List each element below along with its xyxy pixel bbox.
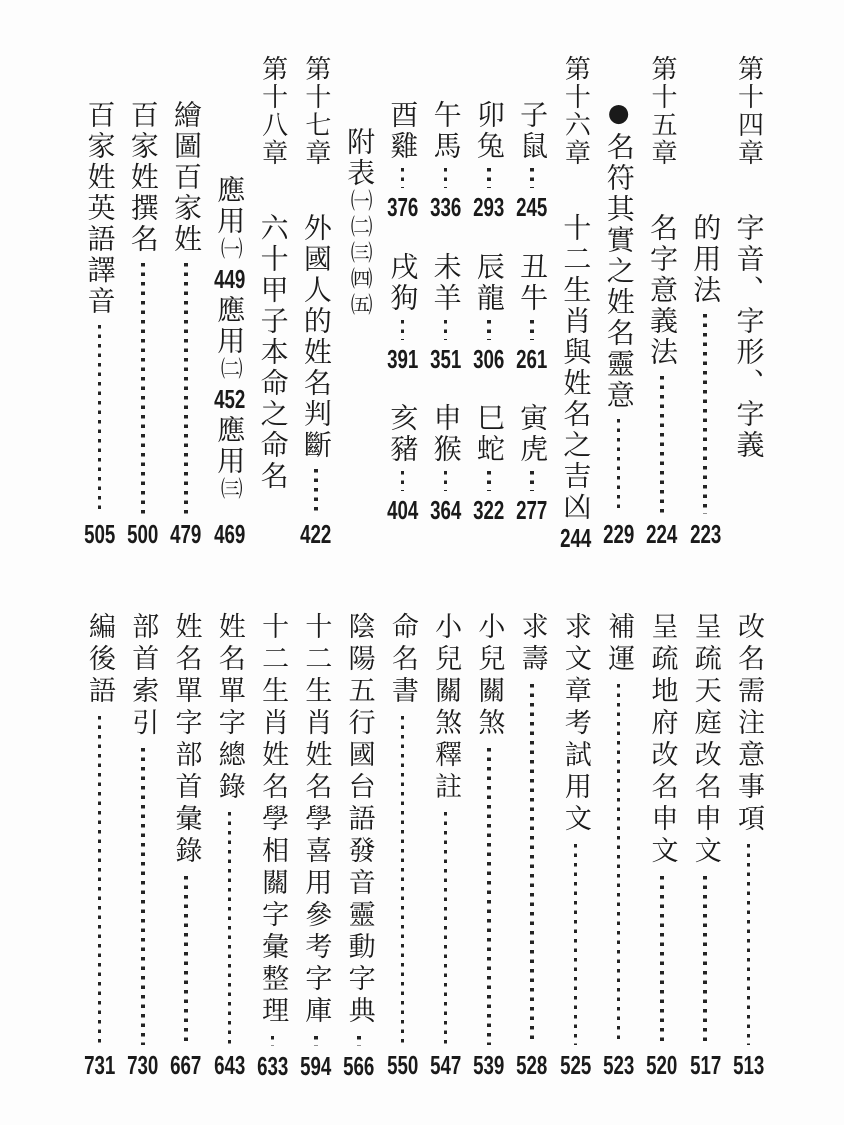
zodiac-rabbit-dragon-snake — [467, 55, 510, 547]
entry-true-name-meaning — [597, 55, 640, 547]
dotted-leader — [184, 263, 188, 514]
dotted-leader — [487, 320, 491, 340]
dotted-leader — [617, 684, 621, 1045]
bullet-marker: ● — [607, 98, 630, 127]
entry-title: 辰龍 — [472, 251, 506, 314]
zodiac-rat-ox-tiger — [511, 55, 554, 547]
entry-title: 陰陽五行國台語發音靈動字典 — [343, 612, 375, 1028]
page-number: 391 — [386, 343, 418, 374]
entry-fortune-restoration — [597, 612, 640, 1078]
entry-name-char-radical-catalog — [165, 612, 208, 1078]
entry-zodiac-favorable-chars — [294, 612, 337, 1081]
entry-title: 六十甲子本命之命名 — [256, 213, 290, 492]
entry-title: 呈疏地府改名申文 — [646, 612, 678, 868]
chapter-label: 第十八章 — [257, 55, 288, 167]
page-number: 594 — [300, 1051, 332, 1081]
entry-title: 應用 — [213, 295, 247, 357]
entry-zodiac-related-chars — [251, 612, 294, 1081]
entry-title: 命名書 — [386, 612, 418, 708]
appendix-tables — [338, 55, 381, 547]
entry-naming-book — [381, 612, 424, 1078]
zodiac-group — [381, 252, 424, 372]
dotted-leader — [314, 1036, 318, 1046]
entry-child-guansha-notes — [424, 612, 467, 1078]
dotted-leader — [141, 263, 145, 514]
dotted-leader — [444, 320, 448, 340]
entry-heaven-petition — [684, 612, 727, 1078]
entry-name-char-catalog — [208, 612, 251, 1078]
chapter-18 — [251, 55, 294, 547]
dotted-leader — [184, 876, 188, 1045]
dotted-leader — [141, 748, 145, 1045]
entry-title: 卯兔 — [472, 100, 506, 162]
entry-title: 求文章考試用文 — [559, 612, 591, 836]
entry-title: 小兒關煞釋註 — [430, 612, 462, 804]
entry-title: 亥豬 — [386, 403, 420, 465]
zodiac-group — [424, 252, 467, 372]
entry-title: 丑牛 — [516, 251, 550, 314]
entry-afterword — [78, 612, 121, 1078]
page-number: 277 — [516, 495, 548, 525]
zodiac-rooster-dog-pig — [381, 55, 424, 547]
page-number: 550 — [386, 1050, 418, 1080]
dotted-leader — [401, 716, 405, 1045]
dotted-leader — [228, 812, 232, 1045]
zodiac-group — [467, 100, 510, 220]
entry-surnames-naming — [121, 55, 164, 547]
page-number: 224 — [646, 519, 678, 549]
page-number: 452 — [213, 384, 245, 414]
entry-title: 寅虎 — [516, 403, 550, 465]
page-number: 633 — [256, 1051, 289, 1081]
zodiac-group — [467, 403, 510, 523]
entry-title: 繪圖百家姓 — [170, 100, 204, 255]
page-number: 528 — [516, 1050, 548, 1080]
entry-longevity-prayer — [511, 612, 554, 1078]
dotted-leader — [487, 471, 491, 491]
entry-title: 戌狗 — [386, 251, 420, 314]
zodiac-group — [510, 252, 553, 372]
dotted-leader — [530, 168, 534, 188]
page-number: 293 — [473, 192, 505, 222]
dotted-leader — [98, 325, 102, 514]
entry-title: 子鼠 — [516, 100, 550, 162]
page-number: 667 — [170, 1050, 202, 1080]
zodiac-group — [510, 100, 553, 220]
dotted-leader — [401, 168, 405, 188]
entry-title: 百家姓撰名 — [126, 100, 160, 255]
entry-title: 巳蛇 — [472, 403, 506, 465]
entry-title: 姓名單字部首彙錄 — [170, 612, 202, 868]
entry-underworld-petition — [640, 612, 683, 1078]
page-number: 566 — [343, 1051, 375, 1081]
dotted-leader — [660, 876, 664, 1045]
entry-title: 外國人的姓名判斷 — [299, 213, 333, 461]
dotted-leader — [314, 469, 318, 514]
entry-title: 百家姓英語譯音 — [83, 100, 117, 317]
page-number: 449 — [213, 264, 245, 294]
page-number: 229 — [603, 519, 635, 549]
chapter-label: 第十五章 — [646, 55, 677, 167]
entry-title: 字音、字形、字義 — [732, 213, 766, 461]
zodiac-group — [424, 100, 467, 220]
dotted-leader — [747, 844, 751, 1045]
chapter-18-applications — [208, 55, 251, 547]
page-number: 364 — [430, 495, 462, 525]
zodiac-horse-goat-monkey — [424, 55, 467, 547]
chapter-14 — [727, 55, 770, 547]
dotted-leader — [530, 320, 534, 340]
entry-surnames-english — [78, 55, 121, 547]
page-number: 525 — [559, 1050, 592, 1080]
dotted-leader — [444, 812, 448, 1045]
zodiac-group — [467, 252, 510, 372]
entry-title: 呈疏天庭改名申文 — [689, 612, 721, 868]
zodiac-group — [381, 403, 424, 523]
dotted-leader — [487, 748, 491, 1045]
entry-title: 午馬 — [429, 100, 463, 162]
chapter-label: 第十四章 — [733, 55, 764, 167]
dotted-leader — [357, 1036, 361, 1046]
dotted-leader — [530, 684, 534, 1045]
entry-title: 小兒關煞 — [473, 612, 505, 740]
dotted-leader — [444, 471, 448, 491]
dotted-leader — [703, 876, 707, 1045]
entry-radical-index — [121, 612, 164, 1078]
page-number: 244 — [559, 523, 592, 553]
entry-title: 改名需注意事項 — [732, 612, 764, 836]
entry-title: 的用法 — [689, 213, 723, 306]
chapter-label: 第十六章 — [560, 55, 591, 167]
page-number: 261 — [516, 343, 548, 374]
chapter-14-usage — [684, 55, 727, 547]
dotted-leader — [271, 1036, 275, 1046]
page-number: 336 — [430, 192, 462, 222]
chapter-15 — [640, 55, 683, 547]
page-number: 479 — [170, 519, 202, 549]
entry-title: 名字意義法 — [645, 213, 679, 368]
chapter-label: 第十七章 — [300, 55, 331, 167]
page-number: 505 — [83, 519, 116, 549]
entry-title: 部首索引 — [127, 612, 159, 740]
entry-title: 姓名單字總錄 — [213, 612, 245, 804]
page-number: 322 — [473, 495, 505, 525]
page-number: 539 — [473, 1050, 505, 1080]
entry-title: 酉雞 — [386, 100, 420, 162]
dotted-leader — [487, 168, 491, 188]
entry-title: 應用 — [213, 415, 247, 477]
entry-title: 補運 — [603, 612, 635, 676]
entry-title: 編後語 — [84, 612, 115, 708]
entry-title: 附表 — [343, 127, 377, 189]
page-number: 500 — [127, 519, 159, 549]
entry-title: 十二生肖姓名學喜用參考字庫 — [300, 612, 332, 1028]
page-number: 351 — [430, 343, 462, 374]
toc-upper-section — [78, 55, 770, 553]
entry-illustrated-surnames — [165, 55, 208, 547]
zodiac-group — [510, 403, 553, 523]
page-number: 513 — [732, 1050, 765, 1080]
parenthesized-number: ㈠ — [217, 237, 243, 263]
page-number: 422 — [300, 519, 332, 549]
dotted-leader — [617, 419, 621, 514]
entry-title: 未羊 — [429, 251, 463, 314]
zodiac-group — [381, 100, 424, 220]
chapter-17 — [294, 55, 337, 547]
page-number: 643 — [213, 1050, 245, 1080]
entry-rename-notes — [727, 612, 770, 1078]
entry-phonetic-dictionary — [338, 612, 381, 1081]
page-number: 223 — [689, 519, 721, 549]
entry-title: 十二生肖姓名學相關字彙整理 — [257, 612, 289, 1028]
chapter-16 — [554, 55, 597, 553]
page-number: 547 — [430, 1050, 462, 1080]
entry-exam-prayer — [554, 612, 597, 1078]
entry-title: 名符其實之姓名靈意 — [602, 132, 636, 411]
page-number: 730 — [127, 1050, 159, 1080]
parenthesized-number: ㈠㈡㈢㈣㈤ — [347, 189, 373, 319]
dotted-leader — [401, 320, 405, 340]
page-number: 523 — [603, 1050, 635, 1080]
parenthesized-number: ㈢ — [217, 477, 243, 503]
page-number: 404 — [386, 495, 418, 525]
page-number: 245 — [516, 192, 548, 222]
page-number: 306 — [473, 343, 505, 374]
page-number: 469 — [213, 519, 245, 549]
dotted-leader — [98, 716, 102, 1045]
page-number: 517 — [689, 1050, 721, 1080]
zodiac-group — [424, 403, 467, 523]
parenthesized-number: ㈡ — [217, 357, 243, 383]
toc-lower-section — [78, 612, 770, 1081]
dotted-leader — [530, 471, 534, 491]
page-number: 520 — [646, 1050, 678, 1080]
entry-title: 求壽 — [516, 612, 548, 676]
entry-child-guansha — [467, 612, 510, 1078]
dotted-leader — [401, 471, 405, 491]
dotted-leader — [703, 314, 707, 514]
page-number: 731 — [83, 1050, 116, 1080]
entry-title: 申猴 — [429, 403, 463, 465]
entry-title: 應用 — [213, 175, 247, 237]
entry-title: 十二生肖與姓名之吉凶 — [559, 213, 593, 523]
dotted-leader — [444, 168, 448, 188]
dotted-leader — [574, 844, 578, 1045]
dotted-leader — [660, 376, 664, 514]
page-number: 376 — [386, 192, 418, 222]
